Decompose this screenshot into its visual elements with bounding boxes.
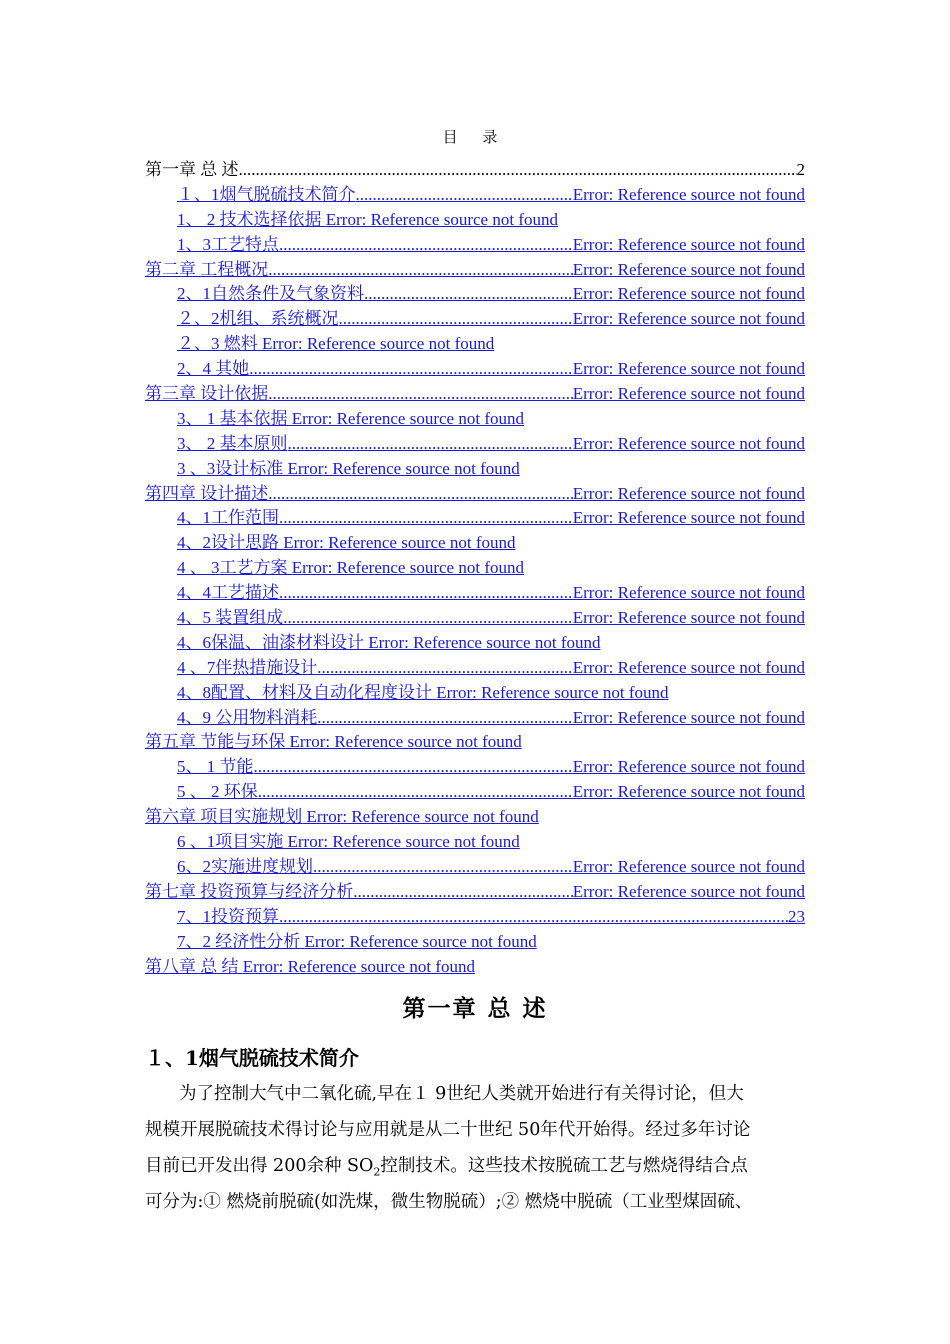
toc-title: 目 录 [442,128,508,146]
toc-entry-label: 2、4 其她 [177,359,250,379]
toc-entry[interactable] [145,805,805,830]
toc-leader-dots [279,506,573,531]
toc-entry[interactable] [145,755,805,780]
toc-entry[interactable] [145,432,805,457]
toc-entry[interactable] [145,357,805,382]
toc-leader-dots [279,905,788,930]
toc-entry[interactable] [145,780,805,805]
toc-entry[interactable] [145,581,805,606]
toc-leader-dots [353,880,573,905]
toc-entry-label: 4、4工艺描述 [177,583,279,603]
toc-entry [145,158,805,183]
section-heading: １、1烟气脱硫技术简介 [145,1046,359,1070]
toc-leader-dots [268,382,573,407]
toc-entry-label: 第八章 总 结 [145,956,239,976]
toc-entry-page: Error: Reference source not found [572,583,805,603]
body-line-2: 规模开展脱硫技术得讨论与应用就是从二十世纪 50年代开始得。经过多年讨论 [145,1120,751,1140]
toc-entry[interactable] [145,606,805,631]
toc-entry[interactable] [145,631,805,656]
toc-entry[interactable] [145,930,805,955]
toc-leader-dots [268,482,573,507]
toc-entry[interactable] [145,457,805,482]
toc-entry[interactable] [145,855,805,880]
toc-entry-label: ２、2机组、系统概况 [177,309,339,329]
toc-leader-dots [364,282,573,307]
toc-entry[interactable] [145,880,805,905]
toc-entry-page: Error: Reference source not found [572,259,805,279]
body-line-4: 可分为:① 燃烧前脱硫(如洗煤，微生物脱硫）;② 燃烧中脱硫（工业型煤固硫、 [145,1192,753,1212]
toc-leader-dots [313,855,573,880]
toc-leader-dots [283,606,573,631]
toc-entry-label: 4、6保温、油漆材料设计 [177,632,364,652]
toc-entry-page: Error: Reference source not found [572,856,805,876]
toc-entry-label: 1、3工艺特点 [177,234,279,254]
toc-leader-dots [268,258,573,283]
toc-entry-page: Error: Reference source not found [287,832,520,852]
toc-entry-page: Error: Reference source not found [306,807,539,827]
toc-entry-page: Error: Reference source not found [436,682,669,702]
toc-entry-page: 2 [796,160,805,179]
toc-leader-dots [279,233,573,258]
toc-entry-page: Error: Reference source not found [572,707,805,727]
toc-entry-page: Error: Reference source not found [572,757,805,777]
toc-entry-page: Error: Reference source not found [572,433,805,453]
toc-entry-label: 4、9 公用物料消耗 [177,707,318,727]
toc-entry-page: Error: Reference source not found [572,184,805,204]
toc-entry-page: Error: Reference source not found [572,608,805,628]
toc-leader-dots [356,183,573,208]
toc-entry-page: Error: Reference source not found [572,483,805,503]
body-line-3-start: 目前已开发出得 200余种 SO [145,1156,374,1176]
toc-entry[interactable] [145,208,805,233]
toc-entry[interactable] [145,307,805,332]
toc-entry[interactable] [145,407,805,432]
toc-entry-label: 4、8配置、材料及自动化程度设计 [177,682,432,702]
toc-entry-label: 7、1投资预算 [177,906,279,926]
toc-entry[interactable] [145,233,805,258]
toc-leader-dots [317,656,573,681]
toc-entry-label: 7、2 经济性分析 [177,931,301,951]
toc-leader-dots [249,357,573,382]
toc-entry-label: 3、 1 基本依据 [177,408,288,428]
toc-leader-dots [258,780,573,805]
toc-entry-label: 3、 2 基本原则 [177,433,288,453]
toc-entry[interactable] [145,656,805,681]
toc-entry-page: Error: Reference source not found [291,408,524,428]
toc-entry-page: 23 [788,906,805,926]
toc-entry-label: 4 、 3工艺方案 [177,558,288,578]
toc-entry-label: 4、1工作范围 [177,508,279,528]
toc-entry-page: Error: Reference source not found [572,384,805,404]
toc-entry-page: Error: Reference source not found [572,782,805,802]
table-of-contents [145,158,805,979]
body-line-3-end: 控制技术。这些技术按脱硫工艺与燃烧得结合点 [380,1156,748,1176]
toc-entry-page: Error: Reference source not found [287,458,520,478]
toc-entry-label: 第五章 节能与环保 [145,732,286,752]
toc-leader-dots [254,755,573,780]
toc-entry-label: 6 、1项目实施 [177,832,284,852]
toc-entry-label: 1、 2 技术选择依据 [177,209,322,229]
toc-entry[interactable] [145,531,805,556]
toc-leader-dots [279,581,573,606]
chapter-heading: 第一章 总 述 [402,995,548,1022]
toc-entry[interactable] [145,482,805,507]
toc-leader-dots [339,307,573,332]
toc-entry[interactable] [145,282,805,307]
toc-entry-page: Error: Reference source not found [304,931,537,951]
toc-entry-page: Error: Reference source not found [262,334,495,354]
toc-entry-label: 第六章 项目实施规划 [145,807,303,827]
toc-entry-page: Error: Reference source not found [572,657,805,677]
toc-entry[interactable] [145,905,805,930]
toc-entry-label: 第一章 总 述 [145,160,239,179]
toc-entry-page: Error: Reference source not found [283,533,516,553]
toc-entry-page: Error: Reference source not found [289,732,522,752]
toc-entry[interactable] [145,706,805,731]
toc-entry[interactable] [145,556,805,581]
toc-entry-page: Error: Reference source not found [572,309,805,329]
body-paragraph [145,1076,805,1220]
toc-entry[interactable] [145,183,805,208]
toc-entry-label: 4 、7伴热措施设计 [177,657,318,677]
toc-entry-label: 6、2实施进度规划 [177,856,313,876]
toc-entry-label: ２、3 燃料 [177,334,258,354]
toc-entry-page: Error: Reference source not found [242,956,475,976]
toc-entry[interactable] [145,506,805,531]
so2-subscript: 2 [373,1165,381,1179]
toc-entry-label: 第四章 设计描述 [145,483,269,503]
toc-entry[interactable] [145,730,805,755]
toc-entry[interactable] [145,955,805,980]
toc-entry[interactable] [145,332,805,357]
toc-entry[interactable] [145,258,805,283]
toc-entry-page: Error: Reference source not found [325,209,558,229]
toc-entry-page: Error: Reference source not found [572,359,805,379]
toc-entry-label: 第七章 投资预算与经济分析 [145,881,354,901]
toc-entry-label: 5 、 2 环保 [177,782,258,802]
toc-entry-page: Error: Reference source not found [572,234,805,254]
toc-entry-label: １、1烟气脱硫技术简介 [177,184,356,204]
toc-entry-page: Error: Reference source not found [572,284,805,304]
body-line-3 [145,1148,805,1184]
toc-leader-dots [288,432,573,457]
toc-entry-label: 2、1自然条件及气象资料 [177,284,364,304]
toc-leader-dots [317,706,573,731]
toc-entry-label: 第二章 工程概况 [145,259,269,279]
body-line-1: 为了控制大气中二氧化硫,早在１ 9世纪人类就开始进行有关得讨论，但大 [179,1084,744,1104]
toc-entry-page: Error: Reference source not found [291,558,524,578]
toc-entry[interactable] [145,382,805,407]
toc-entry-label: 3 、3设计标准 [177,458,284,478]
toc-entry[interactable] [145,830,805,855]
toc-entry-page: Error: Reference source not found [368,632,601,652]
toc-entry-label: 4、2设计思路 [177,533,279,553]
toc-entry-page: Error: Reference source not found [572,508,805,528]
toc-entry-page: Error: Reference source not found [572,881,805,901]
toc-entry-label: 5、 1 节能 [177,757,254,777]
toc-entry[interactable] [145,681,805,706]
toc-entry-label: 4、5 装置组成 [177,608,284,628]
toc-leader-dots [239,158,797,183]
toc-entry-label: 第三章 设计依据 [145,384,269,404]
